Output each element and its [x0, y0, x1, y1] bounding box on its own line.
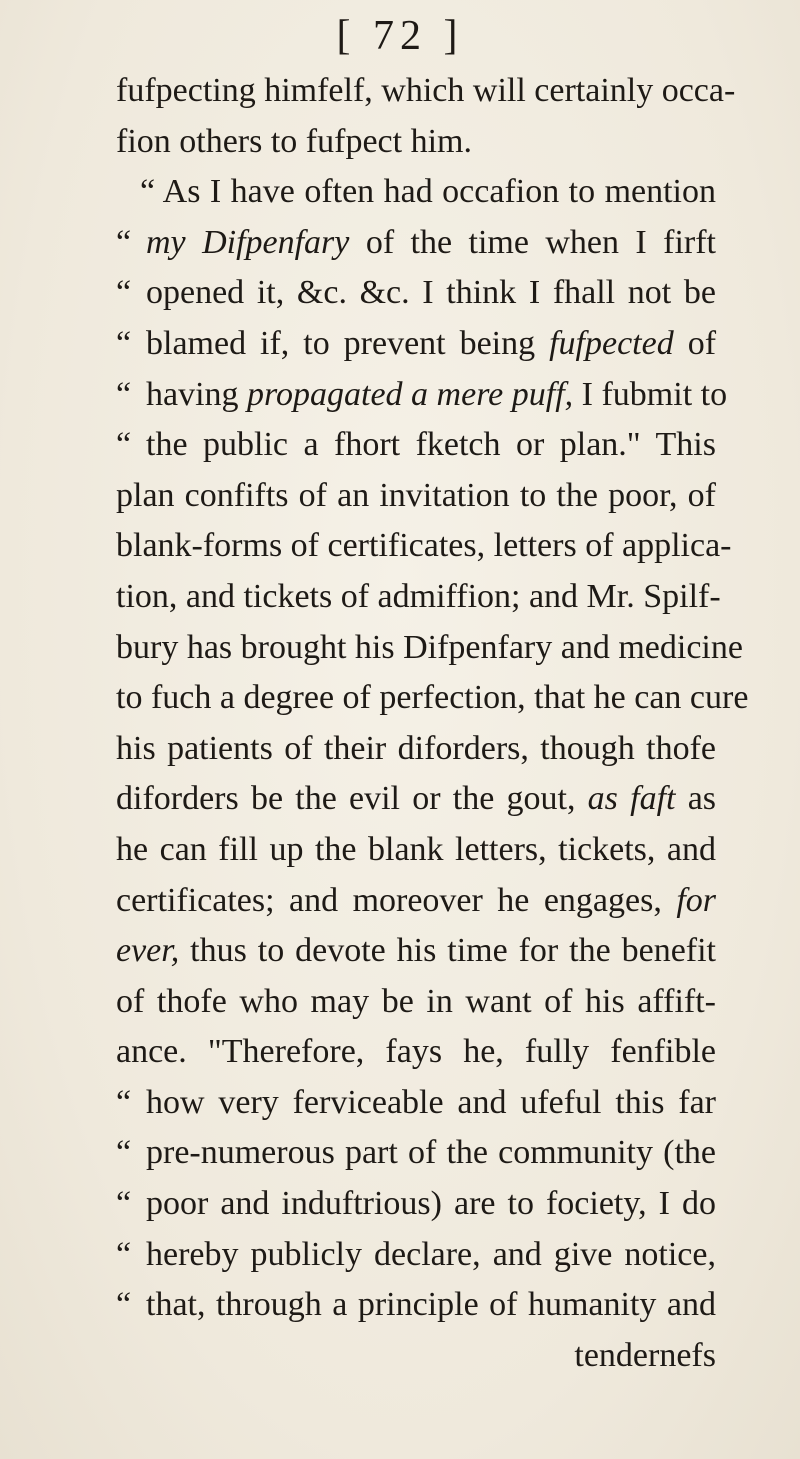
quote-mark: “ [116, 1083, 132, 1121]
text-line-7: “ having propagated a mere puff, I fubmit to [116, 370, 716, 421]
text-line-20: ance. "Therefore, fays he, fully fenfible [116, 1033, 716, 1071]
text-line-24: “ hereby publicly declare, and give notice, [116, 1230, 716, 1281]
text-line-25: “ that, through a principle of humanity and [116, 1280, 716, 1331]
quote-mark: “ [116, 1134, 132, 1172]
text-line-17: certificates; and moreover he engages, for [116, 881, 717, 919]
text-line-22: “ pre-numerous part of the community (the [116, 1128, 716, 1179]
text-line-13: to fuch a degree of perfection, that he can cure [116, 679, 749, 717]
text-line-15: diforders be the evil or the gout, as faft as [116, 780, 717, 818]
quote-mark: “ [116, 274, 132, 312]
text-line-10: blank-forms of certificates, letters of applica- [116, 527, 732, 565]
body-text [116, 66, 749, 1381]
text-line-19: of thofe who may be in want of his affift- [116, 982, 716, 1020]
quote-mark: “ [116, 1185, 132, 1223]
text-line-8: “ the public a fhort fketch or plan." This [116, 420, 716, 471]
text-line-11: tion, and tickets of admiffion; and Mr. Spilf- [116, 577, 721, 615]
text-line-5: “ opened it, &c. &c. I think I fhall not be [116, 268, 716, 319]
page-number: [ 72 ] [336, 13, 464, 59]
text-line-18: ever, thus to devote his time for the benefit [116, 932, 717, 970]
catchword: tendernefs [574, 1336, 716, 1374]
text-line-1: fufpecting himfelf, which will certainly occa- [116, 72, 736, 109]
text-line-2: fion others to fufpect him. [116, 122, 472, 160]
text-line-6: “ blamed if, to prevent being fufpected of [116, 319, 716, 370]
text-line-12: bury has brought his Difpenfary and medicine [116, 628, 743, 666]
text-line-23: “ poor and induftrious) are to fociety, I do [116, 1179, 716, 1230]
text-line-3: “ As I have often had occafion to mention [140, 173, 716, 211]
quote-mark: “ [116, 223, 132, 261]
quote-mark: “ [116, 375, 132, 413]
text-line-21: “ how very ferviceable and ufeful this far [116, 1078, 716, 1129]
text-line-4: “ my Difpenfary of the time when I firft [116, 218, 716, 269]
text-line-14: his patients of their diforders, though thofe [116, 729, 716, 767]
quote-mark: “ [116, 1235, 132, 1273]
text-line-9: plan confifts of an invitation to the poor, of [116, 476, 716, 514]
quote-mark: “ [116, 1286, 132, 1324]
quote-mark: “ [140, 173, 156, 211]
text-line-16: he can fill up the blank letters, tickets, and [116, 830, 716, 868]
quote-mark: “ [116, 324, 132, 362]
quote-mark: “ [116, 426, 132, 464]
